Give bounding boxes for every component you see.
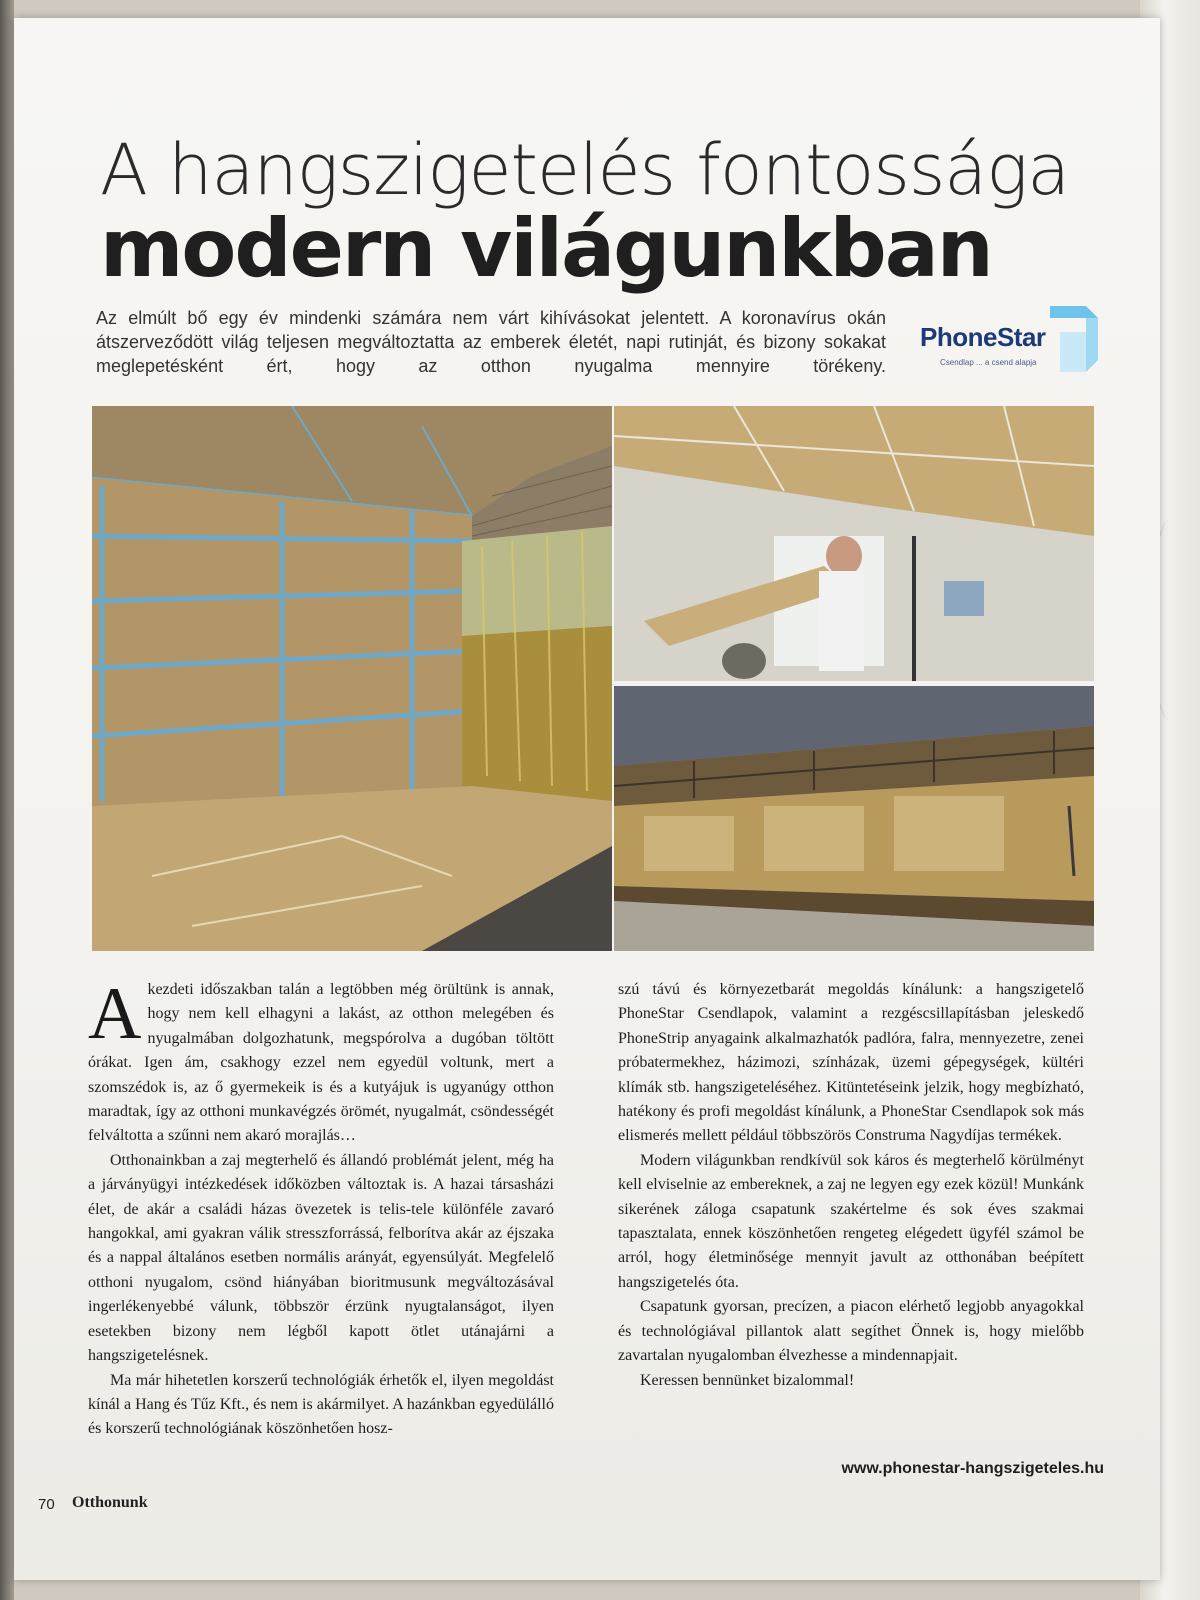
paragraph-6: Csapatunk gyorsan, precízen, a piacon elérhető legjobb anyagokkal és technológiával pillantok alatt segíthet Önnek is, hogy mielőbb zavartalan nyugalomban élvezhesse a mindennapjait. (618, 1298, 1084, 1365)
page-edge-shadow (0, 0, 14, 1600)
paragraph-4: szú távú és környezetbarát megoldás kínálunk: a hangszigetelő PhoneStar Csendlapok, valamint a rezgéscsillapításban jeleskedő PhoneStrip anyagaink alkalmazhatók padlóra, falra, mennyezetre, zenei próbatermekhez, házimozi, színházak, üzemi gépegységek, kültéri klímák stb. hangszigeteléséhez. Kitüntetéseink jelzik, hogy megbízható, hatékony és profi megoldást kínálunk, a PhoneStar Csendlapok sok más elismerés mellett például többszörös Construma Nagydíjas termékek. (618, 981, 1084, 1145)
magazine-page (14, 18, 1160, 1580)
article-column-left (88, 973, 554, 1442)
paragraph-1 (88, 973, 554, 1149)
paragraph-7: Keressen bennünket bizalommal! (640, 1371, 855, 1389)
logo-wordmark: PhoneStar (920, 322, 1046, 352)
paragraph-3: Ma már hihetetlen korszerű technológiák érhetők el, ilyen megoldást kínál a Hang és Tűz Kft., és nem is akármilyet. A hazánkban egyedülálló és korszerű technológiának köszönhetően hosz- (88, 1371, 554, 1438)
hall-wall-panels-photo (614, 686, 1094, 951)
paragraph-1-text: kezdeti időszakban talán a legtöbben még örültünk is annak, hogy nem kell elhagyni a lakást, az otthon melegében és nyugalmában dolgozhatunk, megspórolva a dugóban töltött órákat. Igen ám, csakhogy ezzel nem egyedül voltunk, mert a szomszédok is, az ő gyermekeik is és a kutyájuk is ugyanúgy otthon maradtak, így az otthoni munkavégzés örömét, nyugalmát, csöndességét felváltotta a szűnni nem akaró morajlás… (88, 981, 554, 1145)
article-lead: Az elmúlt bő egy év mindenki számára nem várt kihívásokat jelentett. A koronavírus okán átszerveződött világ teljesen megváltoztatta az emberek életét, napi rutinját, és bizony sokakat meglepetésként ért, hogy az otthon nyugalma mennyire törékeny. (96, 308, 886, 376)
article-title-line1: A hangszigetelés fontossága (100, 129, 1070, 211)
website-link[interactable]: www.phonestar-hangszigeteles.hu (841, 1460, 1104, 1477)
paragraph-5: Modern világunkban rendkívül sok káros és megterhelő körülményt kell elviselnie az embereknek, a zaj ne legyen egy ezek közül! Munkánk sikerének záloga csapatunk szakértelme és sok éves szakmai tapasztalata, ennek köszönhetően rengeteg elégedett ügyfél számol be arról, hogy életminősége mennyit javult az otthonában beépített hangszigetelés óta. (618, 1151, 1084, 1291)
article-column-right (618, 978, 1084, 1393)
phonestar-logo (920, 302, 1100, 382)
page-number: 70 (38, 1496, 55, 1513)
drop-cap: A (88, 973, 142, 1055)
logo-tagline: Csendlap ... a csend alapja (940, 358, 1037, 367)
magazine-name: Otthonunk (72, 1494, 148, 1511)
room-wall-panels-photo (92, 406, 612, 951)
ceiling-installation-photo (614, 406, 1094, 681)
paragraph-2: Otthonainkban a zaj megterhelő és állandó problémát jelent, még ha a járványügyi intézkedések időközben változtak is. A hazai társasházi élet, de akár a családi házas övezetek is telis-tele különféle zavaró hangokkal, ami gyakran válik stresszforrássá, felborítva akár az éjszaka és a nappal általános esetben normális arányát, egyensúlyát. Megfelelő otthoni nyugalom, csönd hiányában bioritmusunk megváltozásával ingerlékenyebbé válunk, többször érzünk nyugtalanságot, ilyen esetekben bizony nem légből kapott ötlet utánajárni a hangszigetelésnek. (88, 1151, 554, 1365)
article-title-line2: modern világunkban (100, 202, 992, 295)
